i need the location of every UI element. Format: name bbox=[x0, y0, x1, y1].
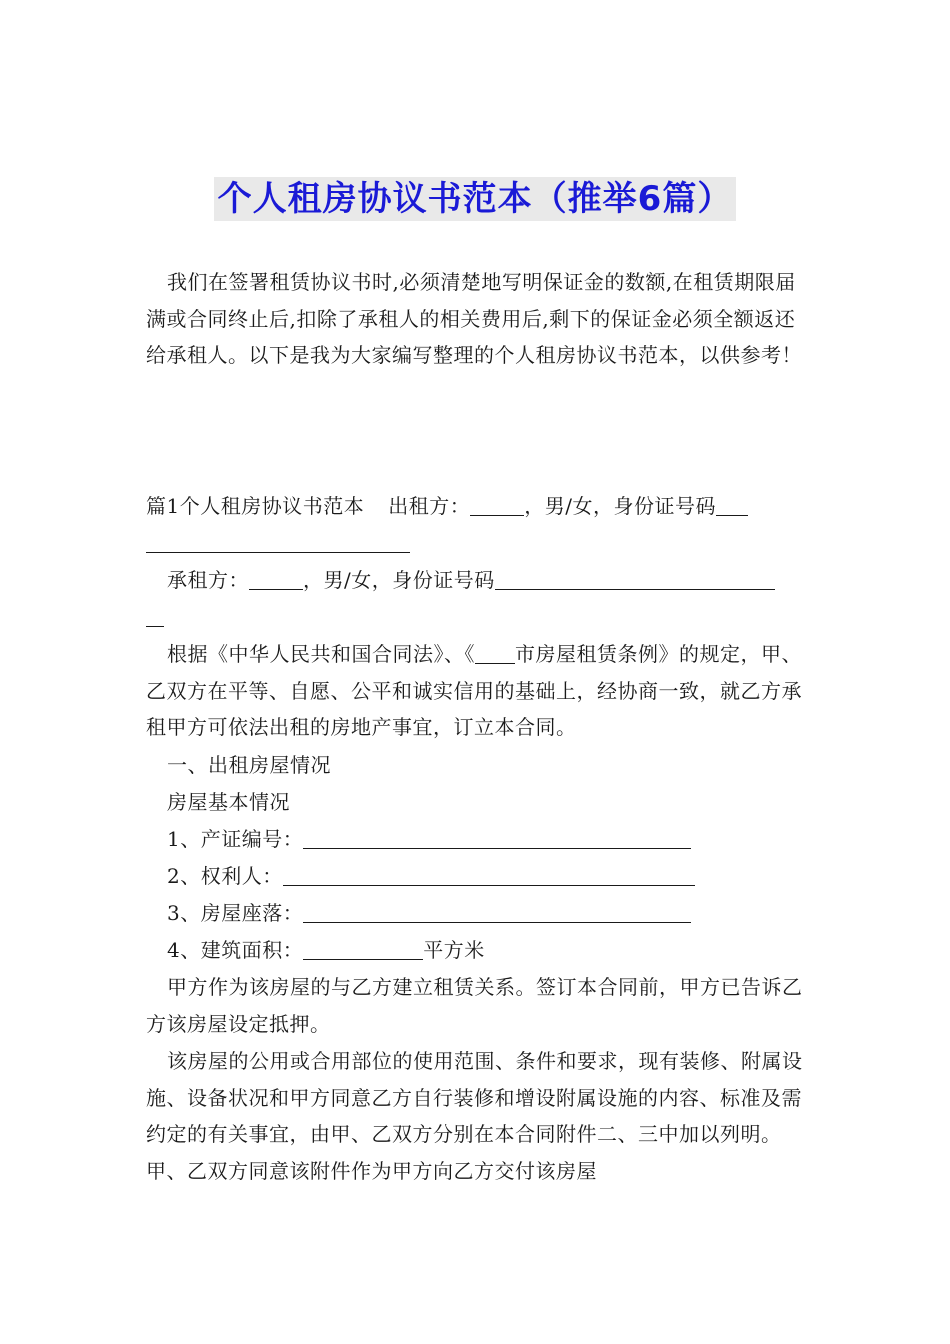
field-label: 3、房屋座落： bbox=[167, 901, 304, 925]
field-label: 4、建筑面积： bbox=[167, 938, 304, 962]
field-4 bbox=[146, 932, 811, 969]
field-blank bbox=[303, 900, 691, 923]
lessor-gender-id: ，男/女，身份证号码 bbox=[524, 494, 716, 518]
lessor-id-blank bbox=[716, 493, 748, 516]
intro-block bbox=[146, 264, 811, 374]
title-block bbox=[0, 177, 950, 221]
lessee-label: 承租方： bbox=[167, 568, 249, 592]
document-title: 个人租房协议书范本（推举6篇） bbox=[214, 177, 737, 221]
field-label: 1、产证编号： bbox=[167, 827, 304, 851]
lessee-id-blank-cont bbox=[146, 604, 164, 627]
basis-pre: 根据《中华人民共和国合同法》、《 bbox=[167, 642, 475, 666]
mortgage-block bbox=[146, 969, 811, 1042]
field-blank bbox=[303, 937, 423, 960]
lessor-line bbox=[146, 488, 811, 561]
field-blank bbox=[303, 826, 691, 849]
lessor-name-blank bbox=[470, 493, 524, 516]
section-1 bbox=[146, 488, 811, 561]
lessor-id-blank-cont bbox=[146, 530, 410, 553]
field-blank bbox=[283, 863, 695, 886]
section-heading: 篇1个人租房协议书范本 bbox=[146, 494, 365, 518]
field-3 bbox=[146, 895, 811, 932]
mortgage-paragraph: 甲方作为该房屋的与乙方建立租赁关系。签订本合同前，甲方已告诉乙方该房屋设定抵押。 bbox=[146, 975, 803, 1036]
field-1 bbox=[146, 821, 811, 858]
basis-post: 市房屋租赁条例》的规定，甲、乙双方在平等、自愿、公平和诚实信用的基础上，经协商一致，就乙方承租甲方可依法出租的房地产事宜，订立本合同。 bbox=[146, 642, 802, 739]
basis-paragraph bbox=[146, 636, 811, 746]
sub-heading-block bbox=[146, 784, 811, 821]
lessee-line bbox=[146, 562, 811, 635]
sub-heading: 房屋基本情况 bbox=[167, 790, 290, 814]
field-label: 2、权利人： bbox=[167, 864, 283, 888]
lessee-id-blank bbox=[495, 567, 775, 590]
field-suffix: 平方米 bbox=[423, 938, 485, 962]
lessee-gender-id: ，男/女，身份证号码 bbox=[303, 568, 495, 592]
lessor-label: 出租方： bbox=[388, 494, 471, 518]
item-heading: 一、出租房屋情况 bbox=[167, 753, 331, 777]
intro-paragraph: 我们在签署租赁协议书时,必须清楚地写明保证金的数额,在租赁期限届满或合同终止后,扣除了承租人的相关费用后,剩下的保证金必须全额返还给承租人。以下是我为大家编写整理的个人租房协议书范本，以供参考！ bbox=[146, 270, 802, 367]
field-2 bbox=[146, 858, 811, 895]
lessee-block bbox=[146, 562, 811, 635]
lessee-name-blank bbox=[249, 567, 303, 590]
city-blank bbox=[475, 641, 515, 664]
basis-block bbox=[146, 636, 811, 746]
public-area-block bbox=[146, 1043, 811, 1189]
public-area-paragraph: 该房屋的公用或合用部位的使用范围、条件和要求，现有装修、附属设施、设备状况和甲方同意乙方自行装修和增设附属设施的内容、标准及需约定的有关事宜，由甲、乙双方分别在本合同附件二、三中加以列明。甲、乙双方同意该附件作为甲方向乙方交付该房屋 bbox=[146, 1049, 803, 1183]
item-heading-block bbox=[146, 747, 811, 784]
